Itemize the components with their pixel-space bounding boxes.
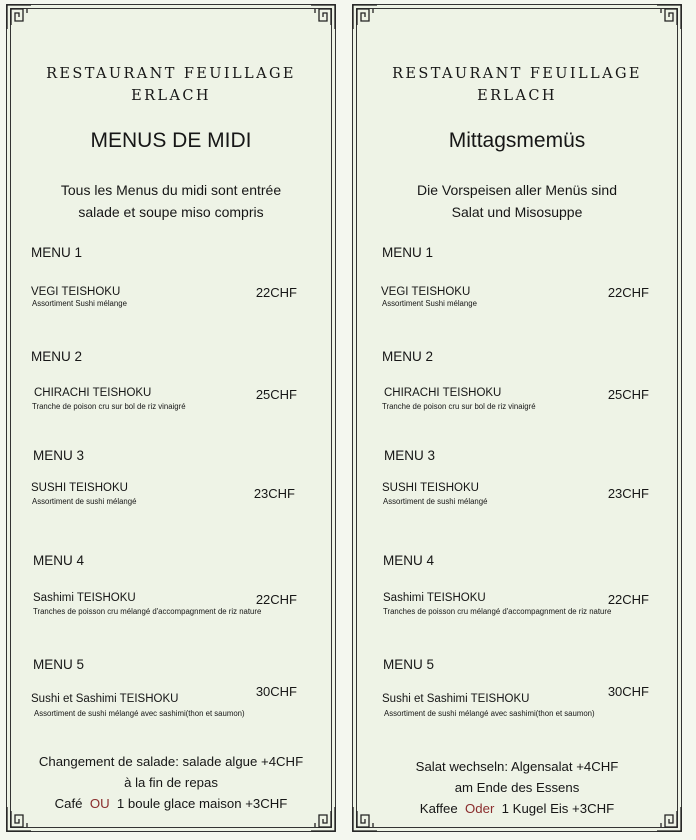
menu-3-label: MENU 3 [33,448,85,463]
menu-2-dish: CHIRACHI TEISHOKU [34,387,152,399]
intro-line: Die Vorspeisen aller Menüs sind [417,182,617,198]
page-title: MENUS DE MIDI [90,129,252,152]
menu-5-description: Assortiment de sushi mélangé avec sashimi(thon et saumon) [384,709,595,718]
menu-1-dish: VEGI TEISHOKU [381,286,471,298]
footer-or: Oder [465,801,495,816]
menu-4-price: 22CHF [607,592,649,607]
menu-3-description: Assortiment de sushi mélangé [32,497,137,506]
menu-3-price: 23CHF [253,486,295,501]
menu-5-dish: Sushi et Sashimi TEISHOKU [31,693,179,705]
footer-notes [359,756,675,819]
footer-option-a: Café [54,796,83,811]
corner-ornament-icon [351,3,379,31]
footer-notes [13,751,329,814]
menu-4-dish: Sashimi TEISHOKU [383,592,486,604]
menu-3-price: 23CHF [607,486,649,501]
corner-ornament-icon [5,3,33,31]
menu-5-dish: Sushi et Sashimi TEISHOKU [382,693,530,705]
menu-3-dish: SUSHI TEISHOKU [31,482,128,494]
menu-2-dish: CHIRACHI TEISHOKU [384,387,502,399]
menu-1-price: 22CHF [255,285,297,300]
restaurant-name [7,63,335,107]
corner-ornament-icon [655,3,683,31]
intro-text [363,179,671,223]
menu-5-label: MENU 5 [383,657,435,672]
menu-5-price: 30CHF [255,684,297,699]
menu-1-price: 22CHF [607,285,649,300]
footer-line: am Ende des Essens [454,780,580,795]
menu-1-label: MENU 1 [382,245,434,260]
menu-4-price: 22CHF [255,592,297,607]
footer-line [13,793,329,814]
footer-line [359,798,675,819]
menu-2-description: Tranche de poison cru sur bol de riz vinaigré [382,402,536,411]
footer-option-b: 1 boule glace maison +3CHF [116,796,288,811]
menu-2-description: Tranche de poison cru sur bol de riz vinaigré [32,402,186,411]
footer-line: Changement de salade: salade algue +4CHF [38,754,304,769]
footer-option-b: 1 Kugel Eis +3CHF [501,801,615,816]
restaurant-name [353,63,681,107]
menu-4-label: MENU 4 [383,553,435,568]
menu-card-german [352,4,682,832]
menu-1-description: Assortiment Sushi mélange [382,299,477,308]
menu-card-french [6,4,336,832]
menu-3-label: MENU 3 [384,448,436,463]
page-title: Mittagsmemüs [448,129,586,152]
menu-3-description: Assortiment de sushi mélangé [383,497,488,506]
restaurant-name-line: RESTAURANT FEUILLAGE [46,66,296,82]
intro-line: Salat und Misosuppe [451,204,583,220]
menu-4-description: Tranches de poisson cru mélangé d'accompagnment de riz nature [33,607,262,616]
intro-line: Tous les Menus du midi sont entrée [60,182,282,198]
menu-1-dish: VEGI TEISHOKU [31,286,121,298]
menu-2-price: 25CHF [607,387,649,402]
menu-4-label: MENU 4 [33,553,85,568]
menu-2-price: 25CHF [255,387,297,402]
menu-4-description: Tranches de poisson cru mélangé d'accompagnment de riz nature [383,607,612,616]
footer-line: à la fin de repas [124,775,218,790]
restaurant-location: ERLACH [477,88,557,104]
menu-5-price: 30CHF [607,684,649,699]
menu-4-dish: Sashimi TEISHOKU [33,592,136,604]
menu-2-label: MENU 2 [31,349,83,364]
corner-ornament-icon [309,3,337,31]
restaurant-location: ERLACH [131,88,211,104]
menu-3-dish: SUSHI TEISHOKU [382,482,479,494]
menu-1-description: Assortiment Sushi mélange [32,299,127,308]
restaurant-name-line: RESTAURANT FEUILLAGE [392,66,642,82]
intro-text [17,179,325,223]
intro-line: salade et soupe miso compris [78,204,264,220]
menu-5-label: MENU 5 [33,657,85,672]
menu-1-label: MENU 1 [31,245,83,260]
menu-5-description: Assortiment de sushi mélangé avec sashimi(thon et saumon) [34,709,245,718]
footer-line: Salat wechseln: Algensalat +4CHF [415,759,619,774]
footer-or: OU [89,796,110,811]
menu-2-label: MENU 2 [382,349,434,364]
footer-option-a: Kaffee [419,801,458,816]
